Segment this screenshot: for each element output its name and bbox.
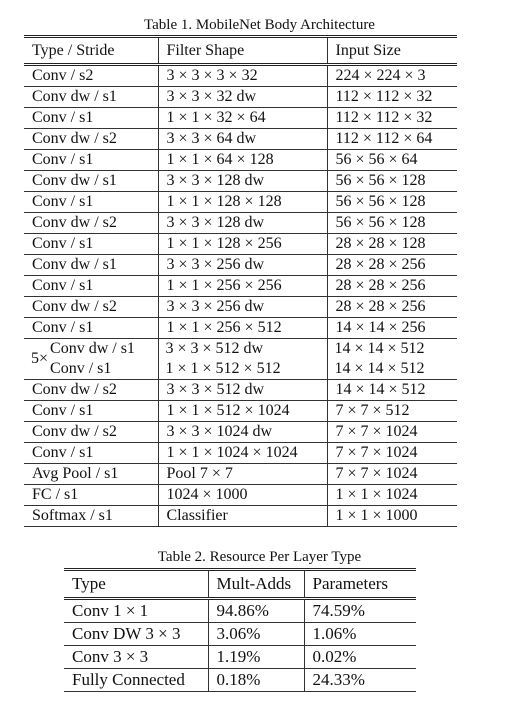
table-row [64, 623, 416, 646]
cell-filter-shape: 3 × 3 × 3 × 32 [158, 65, 327, 87]
cell-filter-shape: 1 × 1 × 256 × 512 [158, 318, 327, 339]
repeat-input-2: 14 × 14 × 512 [334, 360, 425, 377]
table-row [24, 129, 457, 150]
cell-filter-shape: 1 × 1 × 512 × 1024 [158, 401, 327, 422]
cell-input-size: 7 × 7 × 1024 [327, 464, 457, 485]
cell-mult-adds: 3.06% [208, 623, 304, 646]
table-row [24, 297, 457, 318]
cell-input-size: 56 × 56 × 128 [327, 192, 457, 213]
cell-filter-shape: Pool 7 × 7 [158, 464, 327, 485]
cell-input-size: 14 × 14 × 512 [327, 380, 457, 401]
table-row [24, 401, 457, 422]
cell-filter-shape: 3 × 3 × 128 dw [158, 171, 327, 192]
cell-filter-shape: 3 × 3 × 32 dw [158, 87, 327, 108]
cell-filter-shape: 1 × 1 × 64 × 128 [158, 150, 327, 171]
cell-input-size: 224 × 224 × 3 [327, 65, 457, 87]
table-row [24, 213, 457, 234]
cell-input-size: 7 × 7 × 512 [327, 401, 457, 422]
repeat-type-2: Conv / s1 [50, 360, 112, 377]
table-row [64, 669, 416, 692]
cell-parameters: 24.33% [304, 669, 416, 692]
table-row [24, 380, 457, 401]
cell-type-stride: Conv / s1 [24, 108, 158, 129]
cell-type-stride: Conv dw / s2 [24, 129, 158, 150]
cell-filter-shape: 3 × 3 × 128 dw [158, 213, 327, 234]
cell-input-size: 28 × 28 × 128 [327, 234, 457, 255]
cell-type-stride: Conv / s1 [24, 276, 158, 297]
cell-input-size: 14 × 14 × 256 [327, 318, 457, 339]
cell-type-stride: Conv dw / s2 [24, 213, 158, 234]
table2-header-row [64, 570, 416, 599]
header-input-size: Input Size [327, 37, 457, 65]
cell-filter-shape: 1 × 1 × 1024 × 1024 [158, 443, 327, 464]
table-row [24, 506, 457, 527]
header-mult-adds: Mult-Adds [208, 570, 304, 599]
mobilenet-architecture-table [24, 35, 457, 527]
cell-type-stride: Conv dw / s1 [24, 171, 158, 192]
cell-type-stride: Conv / s2 [24, 65, 158, 87]
cell-input-size: 1 × 1 × 1000 [327, 506, 457, 527]
cell-type-stride: Conv / s1 [24, 318, 158, 339]
table1-header-row [24, 37, 457, 65]
table-row [24, 422, 457, 443]
repeat-filter-1: 3 × 3 × 512 dw [165, 340, 264, 357]
cell-layer-type: Conv 3 × 3 [64, 646, 208, 669]
cell-filter-shape: 1 × 1 × 256 × 256 [158, 276, 327, 297]
repeat-block-inputs [327, 339, 457, 380]
cell-type-stride: FC / s1 [24, 485, 158, 506]
cell-input-size: 7 × 7 × 1024 [327, 422, 457, 443]
table-row [64, 646, 416, 669]
resource-per-layer-table [64, 568, 416, 692]
table-row [64, 599, 416, 623]
cell-type-stride: Conv / s1 [24, 443, 158, 464]
cell-type-stride: Softmax / s1 [24, 506, 158, 527]
cell-mult-adds: 94.86% [208, 599, 304, 623]
table-row [24, 485, 457, 506]
table-row [24, 150, 457, 171]
cell-mult-adds: 0.18% [208, 669, 304, 692]
table-row [24, 318, 457, 339]
cell-filter-shape: 1024 × 1000 [158, 485, 327, 506]
table-row [24, 65, 457, 87]
cell-filter-shape: 3 × 3 × 256 dw [158, 297, 327, 318]
table-row [24, 108, 457, 129]
cell-filter-shape: 1 × 1 × 128 × 128 [158, 192, 327, 213]
cell-input-size: 56 × 56 × 128 [327, 171, 457, 192]
table-row [24, 276, 457, 297]
cell-layer-type: Fully Connected [64, 669, 208, 692]
header-filter-shape: Filter Shape [158, 37, 327, 65]
cell-filter-shape: 1 × 1 × 32 × 64 [158, 108, 327, 129]
repeat-block-type [24, 339, 158, 380]
table-row [24, 255, 457, 276]
cell-filter-shape: 3 × 3 × 1024 dw [158, 422, 327, 443]
cell-type-stride: Avg Pool / s1 [24, 464, 158, 485]
cell-layer-type: Conv DW 3 × 3 [64, 623, 208, 646]
cell-input-size: 112 × 112 × 32 [327, 108, 457, 129]
cell-input-size: 56 × 56 × 128 [327, 213, 457, 234]
table-row [24, 443, 457, 464]
repeat-block-row [24, 339, 457, 380]
cell-filter-shape: 3 × 3 × 256 dw [158, 255, 327, 276]
cell-input-size: 112 × 112 × 64 [327, 129, 457, 150]
cell-type-stride: Conv dw / s2 [24, 297, 158, 318]
table2-caption: Table 2. Resource Per Layer Type [157, 549, 362, 565]
table-row [24, 87, 457, 108]
repeat-multiplier: 5× [31, 350, 49, 367]
cell-input-size: 7 × 7 × 1024 [327, 443, 457, 464]
header-parameters: Parameters [304, 570, 416, 599]
cell-type-stride: Conv / s1 [24, 150, 158, 171]
repeat-block-filters [158, 339, 327, 380]
repeat-filter-2: 1 × 1 × 512 × 512 [165, 360, 281, 377]
cell-filter-shape: 3 × 3 × 64 dw [158, 129, 327, 150]
cell-parameters: 0.02% [304, 646, 416, 669]
cell-type-stride: Conv / s1 [24, 401, 158, 422]
cell-filter-shape: 3 × 3 × 512 dw [158, 380, 327, 401]
cell-input-size: 1 × 1 × 1024 [327, 485, 457, 506]
table-row [24, 234, 457, 255]
cell-type-stride: Conv dw / s1 [24, 87, 158, 108]
cell-input-size: 28 × 28 × 256 [327, 255, 457, 276]
cell-type-stride: Conv / s1 [24, 234, 158, 255]
cell-type-stride: Conv dw / s2 [24, 422, 158, 443]
repeat-input-1: 14 × 14 × 512 [334, 340, 425, 357]
table-row [24, 171, 457, 192]
cell-type-stride: Conv dw / s1 [24, 255, 158, 276]
cell-type-stride: Conv / s1 [24, 192, 158, 213]
table-row [24, 192, 457, 213]
repeat-type-1: Conv dw / s1 [50, 340, 135, 357]
cell-mult-adds: 1.19% [208, 646, 304, 669]
cell-parameters: 74.59% [304, 599, 416, 623]
cell-filter-shape: Classifier [158, 506, 327, 527]
cell-filter-shape: 1 × 1 × 128 × 256 [158, 234, 327, 255]
cell-type-stride: Conv dw / s2 [24, 380, 158, 401]
header-type: Type [64, 570, 208, 599]
table-row [24, 464, 457, 485]
header-type-stride: Type / Stride [24, 37, 158, 65]
cell-input-size: 112 × 112 × 32 [327, 87, 457, 108]
table1-caption: Table 1. MobileNet Body Architecture [144, 17, 375, 33]
cell-parameters: 1.06% [304, 623, 416, 646]
cell-input-size: 28 × 28 × 256 [327, 297, 457, 318]
cell-input-size: 56 × 56 × 64 [327, 150, 457, 171]
cell-input-size: 28 × 28 × 256 [327, 276, 457, 297]
cell-layer-type: Conv 1 × 1 [64, 599, 208, 623]
